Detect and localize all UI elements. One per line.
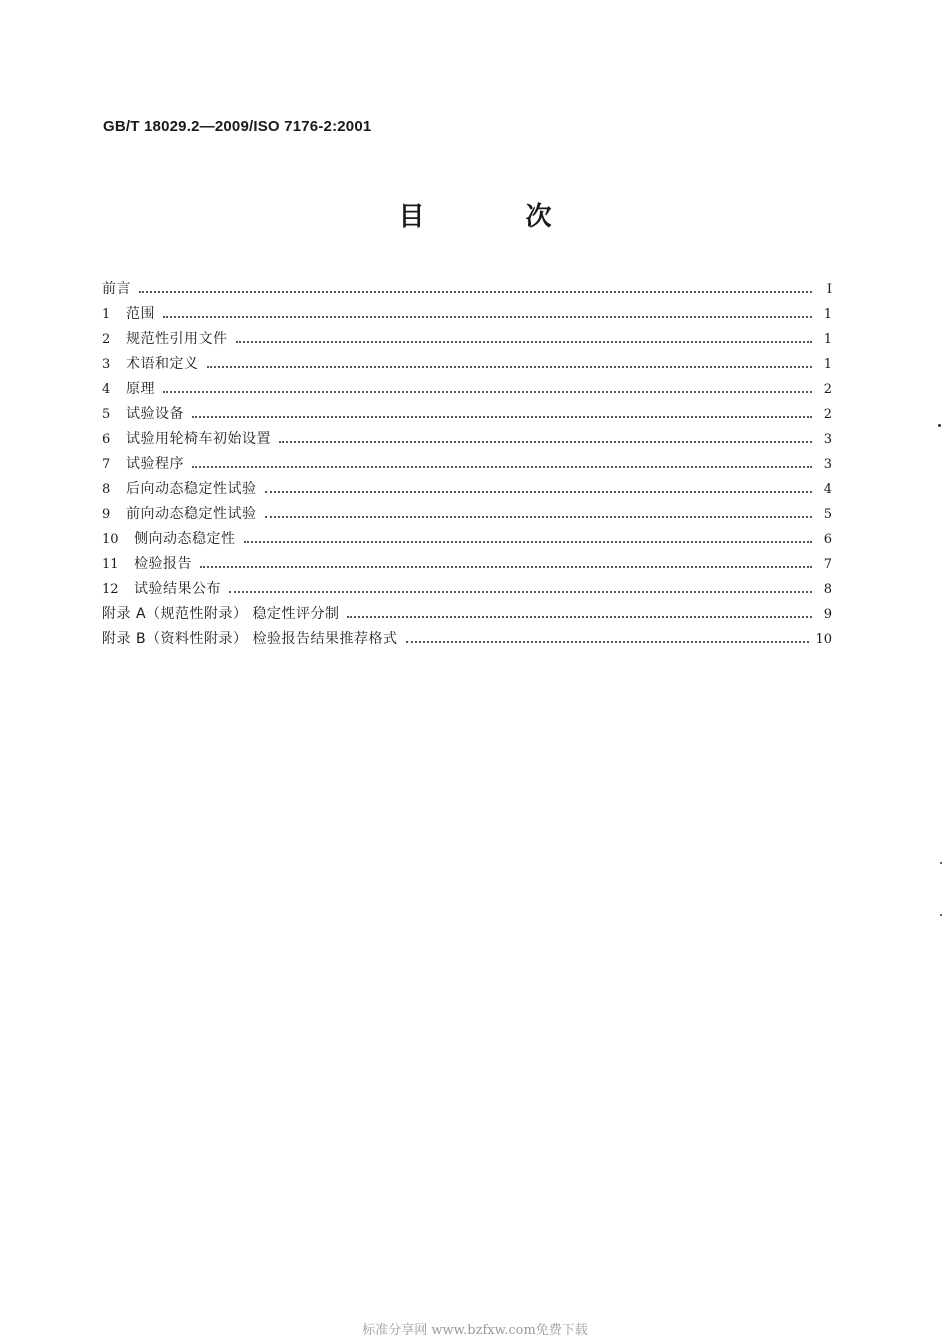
toc-item-11[interactable] [102,553,832,578]
toc-dot-leader [229,591,812,593]
toc-item-label: 附录 B（资料性附录） 检验报告结果推荐格式 [102,631,398,647]
toc-dot-leader [139,291,812,293]
standard-code: GB/T 18029.2—2009/ISO 7176-2:2001 [103,118,372,135]
toc-item-label: 侧向动态稳定性 [134,531,236,547]
toc-item-6[interactable] [102,428,832,453]
toc-item-page: I [826,282,832,297]
toc-item-3[interactable] [102,353,832,378]
toc-dot-leader [347,616,812,618]
toc-item-page: 6 [823,532,832,547]
toc-item-page: 2 [823,407,832,422]
toc-item-annex-b[interactable] [102,628,832,653]
table-of-contents [102,278,832,653]
toc-item-page: 8 [823,582,832,597]
toc-item-7[interactable] [102,453,832,478]
toc-item-label: 前言 [102,281,131,297]
toc-item-label: 前向动态稳定性试验 [126,506,257,522]
scan-speck [938,424,941,427]
scan-speck [940,914,942,916]
toc-item-page: 5 [823,507,832,522]
toc-dot-leader [236,341,813,343]
toc-item-number: 6 [102,432,111,447]
toc-item-number: 5 [102,407,111,422]
toc-item-page: 1 [823,332,832,347]
toc-item-annex-a[interactable] [102,603,832,628]
toc-item-label: 检验报告 [134,556,192,572]
toc-item-label: 试验结果公布 [134,581,221,597]
toc-dot-leader [265,516,813,518]
page-title: 目 次 [398,202,598,232]
toc-item-number: 10 [102,532,119,547]
toc-item-4[interactable] [102,378,832,403]
toc-item-page: 7 [823,557,832,572]
toc-item-page: 10 [815,632,832,647]
toc-item-2[interactable] [102,328,832,353]
toc-item-page: 3 [823,457,832,472]
toc-item-page: 1 [823,307,832,322]
toc-item-5[interactable] [102,403,832,428]
toc-item-page: 2 [823,382,832,397]
toc-dot-leader [406,641,810,643]
toc-item-number: 9 [102,507,111,522]
toc-item-number: 7 [102,457,111,472]
toc-item-label: 规范性引用文件 [126,331,228,347]
toc-item-label: 范围 [126,306,155,322]
footer-watermark: 标准分享网 www.bzfxw.com免费下载 [362,1323,588,1338]
toc-dot-leader [163,391,812,393]
toc-dot-leader [279,441,812,443]
toc-item-number: 11 [102,557,119,572]
toc-item-label: 术语和定义 [126,356,199,372]
toc-item-number: 12 [102,582,119,597]
toc-item-label: 试验用轮椅车初始设置 [126,431,271,447]
toc-dot-leader [192,466,812,468]
toc-dot-leader [265,491,813,493]
toc-item-number: 1 [102,307,111,322]
toc-item-10[interactable] [102,528,832,553]
toc-item-number: 2 [102,332,111,347]
toc-dot-leader [244,541,813,543]
toc-dot-leader [163,316,812,318]
toc-dot-leader [192,416,812,418]
toc-item-page: 4 [823,482,832,497]
toc-dot-leader [200,566,812,568]
toc-item-9[interactable] [102,503,832,528]
toc-item-label: 试验设备 [126,406,184,422]
toc-item-label: 附录 A（规范性附录） 稳定性评分制 [102,606,340,622]
toc-item-8[interactable] [102,478,832,503]
toc-item-number: 3 [102,357,111,372]
toc-item-page: 9 [823,607,832,622]
toc-item-1[interactable] [102,303,832,328]
toc-item-label: 试验程序 [126,456,184,472]
toc-item-page: 1 [823,357,832,372]
toc-item-label: 后向动态稳定性试验 [126,481,257,497]
scan-speck [940,862,942,864]
toc-item-number: 8 [102,482,111,497]
toc-item-12[interactable] [102,578,832,603]
toc-dot-leader [207,366,813,368]
toc-item-foreword[interactable] [102,278,832,303]
toc-item-number: 4 [102,382,111,397]
toc-item-page: 3 [823,432,832,447]
toc-item-label: 原理 [126,381,155,397]
